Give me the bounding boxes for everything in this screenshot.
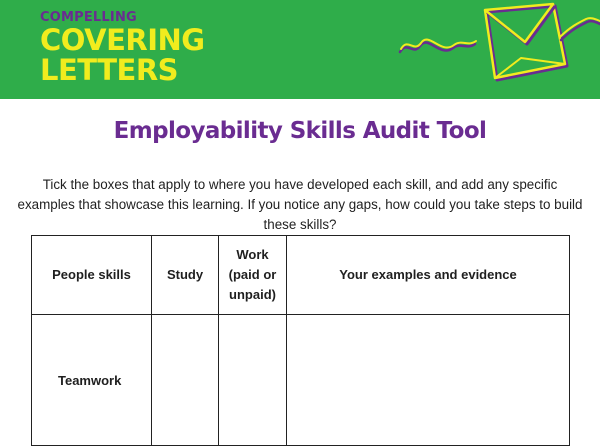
header-examples: Your examples and evidence — [287, 236, 570, 315]
envelope-icon — [395, 0, 600, 99]
brand-logo — [40, 11, 205, 85]
examples-cell[interactable] — [287, 315, 570, 446]
page-title: Employability Skills Audit Tool — [113, 118, 487, 144]
brand-title-line2: LETTERS — [40, 53, 179, 87]
skills-audit-table — [31, 235, 570, 446]
brand-tagline: COMPELLING — [40, 10, 137, 25]
header-work-line1: Work — [236, 247, 269, 262]
header-study: Study — [152, 236, 219, 315]
skill-label-teamwork: Teamwork — [32, 315, 152, 446]
table-row — [32, 315, 570, 446]
brand-title-line1: COVERING — [40, 23, 205, 57]
page-intro: Tick the boxes that apply to where you have developed each skill, and add any specific examples that showcase this learning. If you notice any gaps, how could you take steps to build these skills? — [17, 177, 583, 232]
header-work — [219, 236, 287, 315]
header-work-line3: unpaid) — [229, 287, 276, 302]
table-header-row — [32, 236, 570, 315]
header-people-skills: People skills — [32, 236, 152, 315]
header-work-line2: (paid or — [228, 267, 277, 282]
study-checkbox-cell[interactable] — [152, 315, 219, 446]
header-banner — [0, 0, 600, 99]
work-checkbox-cell[interactable] — [219, 315, 287, 446]
